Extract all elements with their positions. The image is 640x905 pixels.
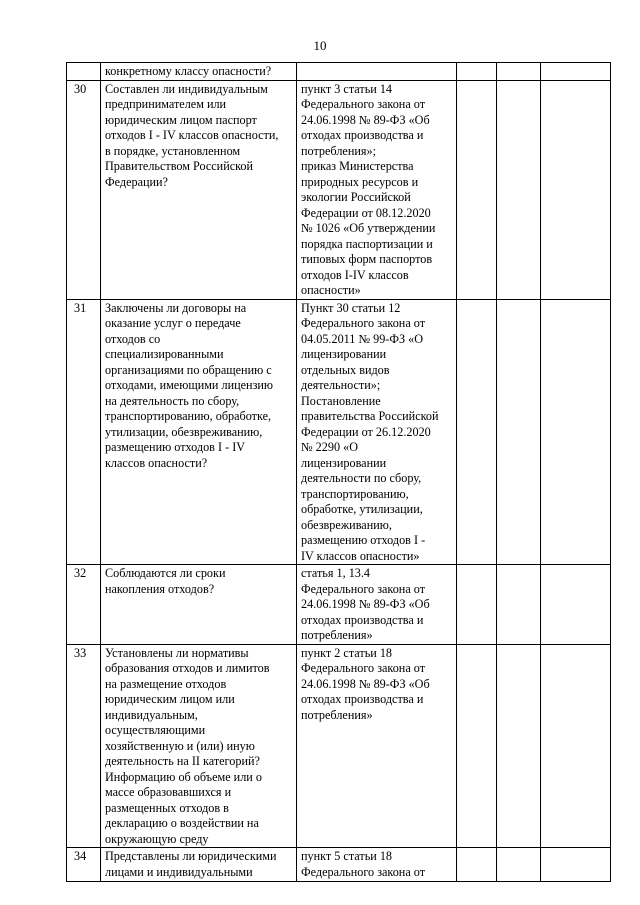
row-number: 30	[67, 80, 101, 299]
row-number: 32	[67, 565, 101, 645]
answer-yes-cell	[457, 565, 497, 645]
note-cell	[541, 299, 611, 565]
page-number: 10	[313, 38, 327, 53]
table-row	[67, 848, 611, 882]
checklist-table	[66, 62, 611, 882]
legal-basis-cell: пункт 2 статьи 18 Федерального закона от 24.06.1998 № 89-ФЗ «Об отходах производства и потребления»	[297, 644, 457, 848]
table-row	[67, 644, 611, 848]
legal-basis-cell: Пункт 30 статьи 12 Федерального закона от 04.05.2011 № 99-ФЗ «О лицензировании отдельных видов деятельности»; Постановление правительства Российской Федерации от 26.12.2020 № 2290 «О лицензировании деятельности по сбору, транспортированию, обработке, утилизации, обезвреживанию, размещению отходов I - IV классов опасности»	[297, 299, 457, 565]
row-number: 34	[67, 848, 101, 882]
table-row	[67, 299, 611, 565]
row-number: 31	[67, 299, 101, 565]
note-cell	[541, 565, 611, 645]
note-cell	[541, 63, 611, 81]
row-number: 33	[67, 644, 101, 848]
legal-basis-cell: пункт 3 статьи 14 Федерального закона от 24.06.1998 № 89-ФЗ «Об отходах производства и потребления»; приказ Министерства природных ресурсов и экологии Российской Федерации от 08.12.2020 № 1026 «Об утверждении порядка паспортизации и типовых форм паспортов отходов I-IV классов опасности»	[297, 80, 457, 299]
answer-yes-cell	[457, 80, 497, 299]
legal-basis-cell: пункт 5 статьи 18 Федерального закона от	[297, 848, 457, 882]
answer-yes-cell	[457, 848, 497, 882]
answer-no-cell	[497, 63, 541, 81]
question-cell: Установлены ли нормативы образования отходов и лимитов на размещение отходов юридическим лицом или индивидуальным, осуществляющими хозяйственную и (или) иную деятельность на II категорий? Информацию об объеме или о массе образовавшихся и размещенных отходов в декларацию о воздействии на окружающую среду	[101, 644, 297, 848]
answer-no-cell	[497, 299, 541, 565]
table-row	[67, 80, 611, 299]
note-cell	[541, 848, 611, 882]
answer-no-cell	[497, 565, 541, 645]
question-cell: Составлен ли индивидуальным предпринимателем или юридическим лицом паспорт отходов I - IV классов опасности, в порядке, установленном Правительством Российской Федерации?	[101, 80, 297, 299]
row-number	[67, 63, 101, 81]
answer-yes-cell	[457, 63, 497, 81]
note-cell	[541, 644, 611, 848]
note-cell	[541, 80, 611, 299]
answer-yes-cell	[457, 299, 497, 565]
question-cell: конкретному классу опасности?	[101, 63, 297, 81]
table-row	[67, 63, 611, 81]
answer-no-cell	[497, 848, 541, 882]
answer-no-cell	[497, 644, 541, 848]
question-cell: Заключены ли договоры на оказание услуг о передаче отходов со специализированными организациями по обращению с отходами, имеющими лицензию на деятельность по сбору, транспортированию, обработке, утилизации, обезвреживанию, размещению отходов I - IV классов опасности?	[101, 299, 297, 565]
question-cell: Представлены ли юридическими лицами и индивидуальными	[101, 848, 297, 882]
legal-basis-cell: статья 1, 13.4 Федерального закона от 24.06.1998 № 89-ФЗ «Об отходах производства и потребления»	[297, 565, 457, 645]
table-row	[67, 565, 611, 645]
legal-basis-cell	[297, 63, 457, 81]
question-cell: Соблюдаются ли сроки накопления отходов?	[101, 565, 297, 645]
answer-no-cell	[497, 80, 541, 299]
answer-yes-cell	[457, 644, 497, 848]
